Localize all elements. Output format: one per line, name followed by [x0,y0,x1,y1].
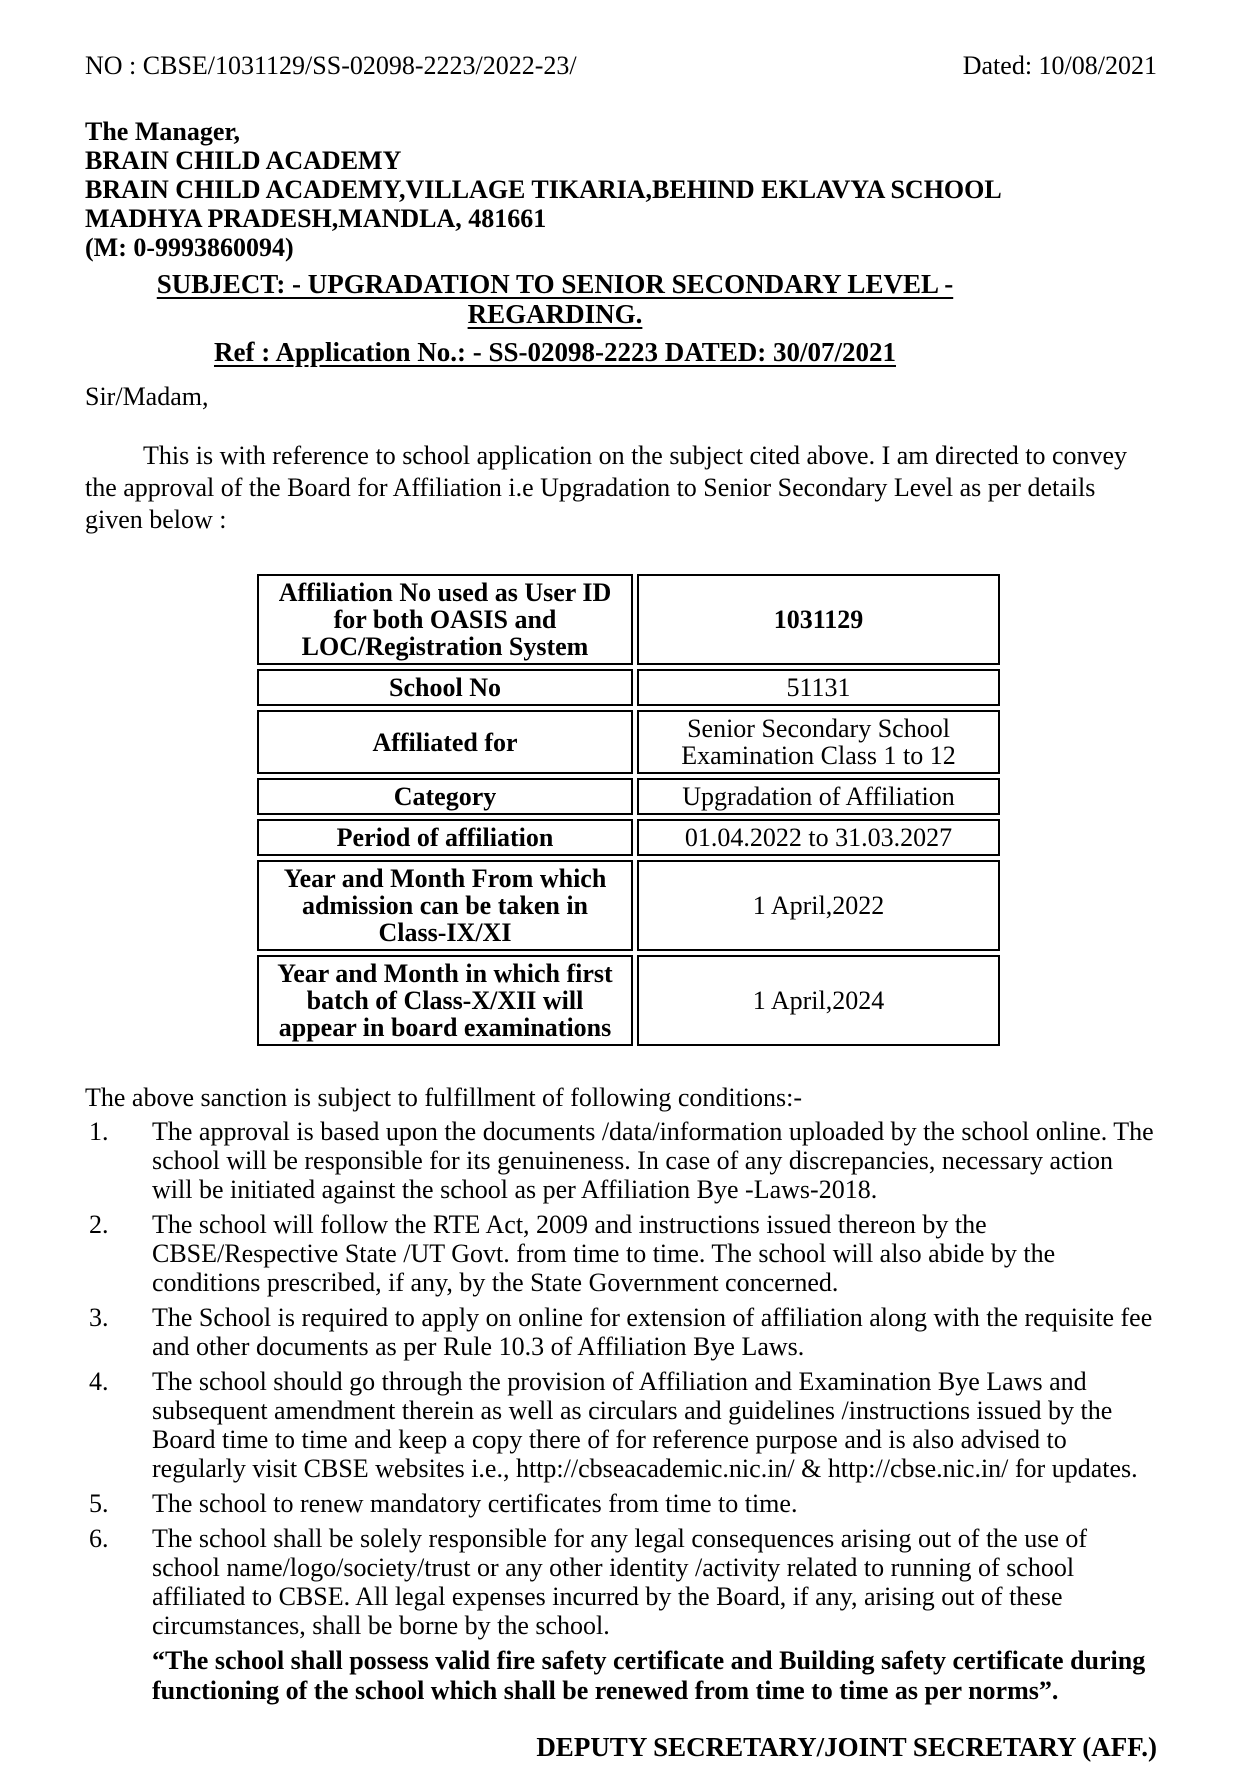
affiliation-details-table [253,570,1004,1050]
row-value: Upgradation of Affiliation [637,778,1000,815]
subject-block [85,269,1025,367]
recipient-line: MADHYA PRADESH,MANDLA, 481661 [85,204,547,234]
row-label: School No [257,669,633,706]
list-item [85,1489,1157,1518]
row-label: Affiliated for [257,710,633,774]
row-label: Year and Month in which first batch of Class-X/XII will appear in board examinations [257,955,633,1046]
table-row [257,574,1000,665]
recipient-line: (M: 0-9993860094) [85,233,294,263]
list-item-number: 2. [89,1210,109,1240]
table-row [257,819,1000,856]
table-row [257,669,1000,706]
row-label: Year and Month From which admission can be taken in Class-IX/XI [257,860,633,951]
fire-safety-note: “The school shall possess valid fire safety certificate and Building safety certificate during functioning of the school which shall be renewed from time to time as per norms”. [152,1646,1146,1706]
list-item-number: 1. [89,1117,109,1147]
table-row [257,860,1000,951]
recipient-address [85,117,1157,262]
list-item-number: 3. [89,1303,109,1333]
recipient-line: The Manager, [85,117,241,147]
row-value: 1 April,2022 [637,860,1000,951]
row-value: Senior Secondary School Examination Class 1 to 12 [637,710,1000,774]
list-item [85,1210,1157,1297]
recipient-line: BRAIN CHILD ACADEMY [85,146,402,176]
list-item [85,1117,1157,1204]
list-item [85,1367,1157,1483]
list-item [85,1524,1157,1640]
list-item [85,1303,1157,1361]
row-label: Category [257,778,633,815]
table-row [257,955,1000,1046]
list-item-number: 5. [89,1489,109,1519]
row-value: 1031129 [637,574,1000,665]
conditions-list [85,1117,1157,1640]
signature-designation: DEPUTY SECRETARY/JOINT SECRETARY (AFF.) [536,1732,1157,1763]
reference-line: Ref : Application No.: - SS-02098-2223 DATED: 30/07/2021 [213,337,896,368]
recipient-line: BRAIN CHILD ACADEMY,VILLAGE TIKARIA,BEHIND EKLAVYA SCHOOL [85,175,1002,205]
letter-header [85,50,1157,81]
intro-paragraph: This is with reference to school application on the subject cited above. I am directed to convey the approval of the Board for Affiliation i.e Upgradation to Senior Secondary Level as per details given below : [85,441,1128,535]
list-item-number: 6. [89,1524,109,1554]
letter-date: Dated: 10/08/2021 [962,51,1157,80]
row-value: 01.04.2022 to 31.03.2027 [637,819,1000,856]
list-item-text: The school shall be solely responsible for any legal consequences arising out of the use of school name/logo/society/trust or any other identity /activity related to running of school affiliated to CBSE. All legal expenses incurred by the Board, if any, arising out of these circumstances, shall be borne by the school. [152,1524,1088,1641]
list-item-text: The approval is based upon the documents /data/information uploaded by the school online. The school will be responsible for its genuineness. In case of any discrepancies, necessary action will be initiated against the school as per Affiliation Bye -Laws-2018. [152,1117,1154,1205]
row-value: 51131 [637,669,1000,706]
row-label: Affiliation No used as User ID for both OASIS and LOC/Registration System [257,574,633,665]
list-item-number: 4. [89,1367,109,1397]
conditions-intro: The above sanction is subject to fulfillment of following conditions:- [85,1083,803,1113]
list-item-text: The school should go through the provision of Affiliation and Examination Bye Laws and subsequent amendment therein as well as circulars and guidelines /instructions issued by the Board time to time and keep a copy there of for reference purpose and is also advised to regularly visit CBSE websites i.e., http://cbseacademic.nic.in/ & http://cbse.nic.in/ for updates. [152,1367,1138,1484]
subject-line: SUBJECT: - UPGRADATION TO SENIOR SECONDARY LEVEL - REGARDING. [156,269,954,330]
salutation: Sir/Madam, [85,382,209,412]
reference-number: NO : CBSE/1031129/SS-02098-2223/2022-23/ [85,51,577,80]
list-item-text: The school will follow the RTE Act, 2009 and instructions issued thereon by the CBSE/Respective State /UT Govt. from time to time. The school will also abide by the conditions prescribed, if any, by the State Government concerned. [152,1210,1056,1298]
table-row [257,710,1000,774]
table-row [257,778,1000,815]
list-item-text: The School is required to apply on online for extension of affiliation along with the requisite fee and other documents as per Rule 10.3 of Affiliation Bye Laws. [152,1303,1153,1362]
row-value: 1 April,2024 [637,955,1000,1046]
row-label: Period of affiliation [257,819,633,856]
list-item-text: The school to renew mandatory certificates from time to time. [152,1489,798,1519]
